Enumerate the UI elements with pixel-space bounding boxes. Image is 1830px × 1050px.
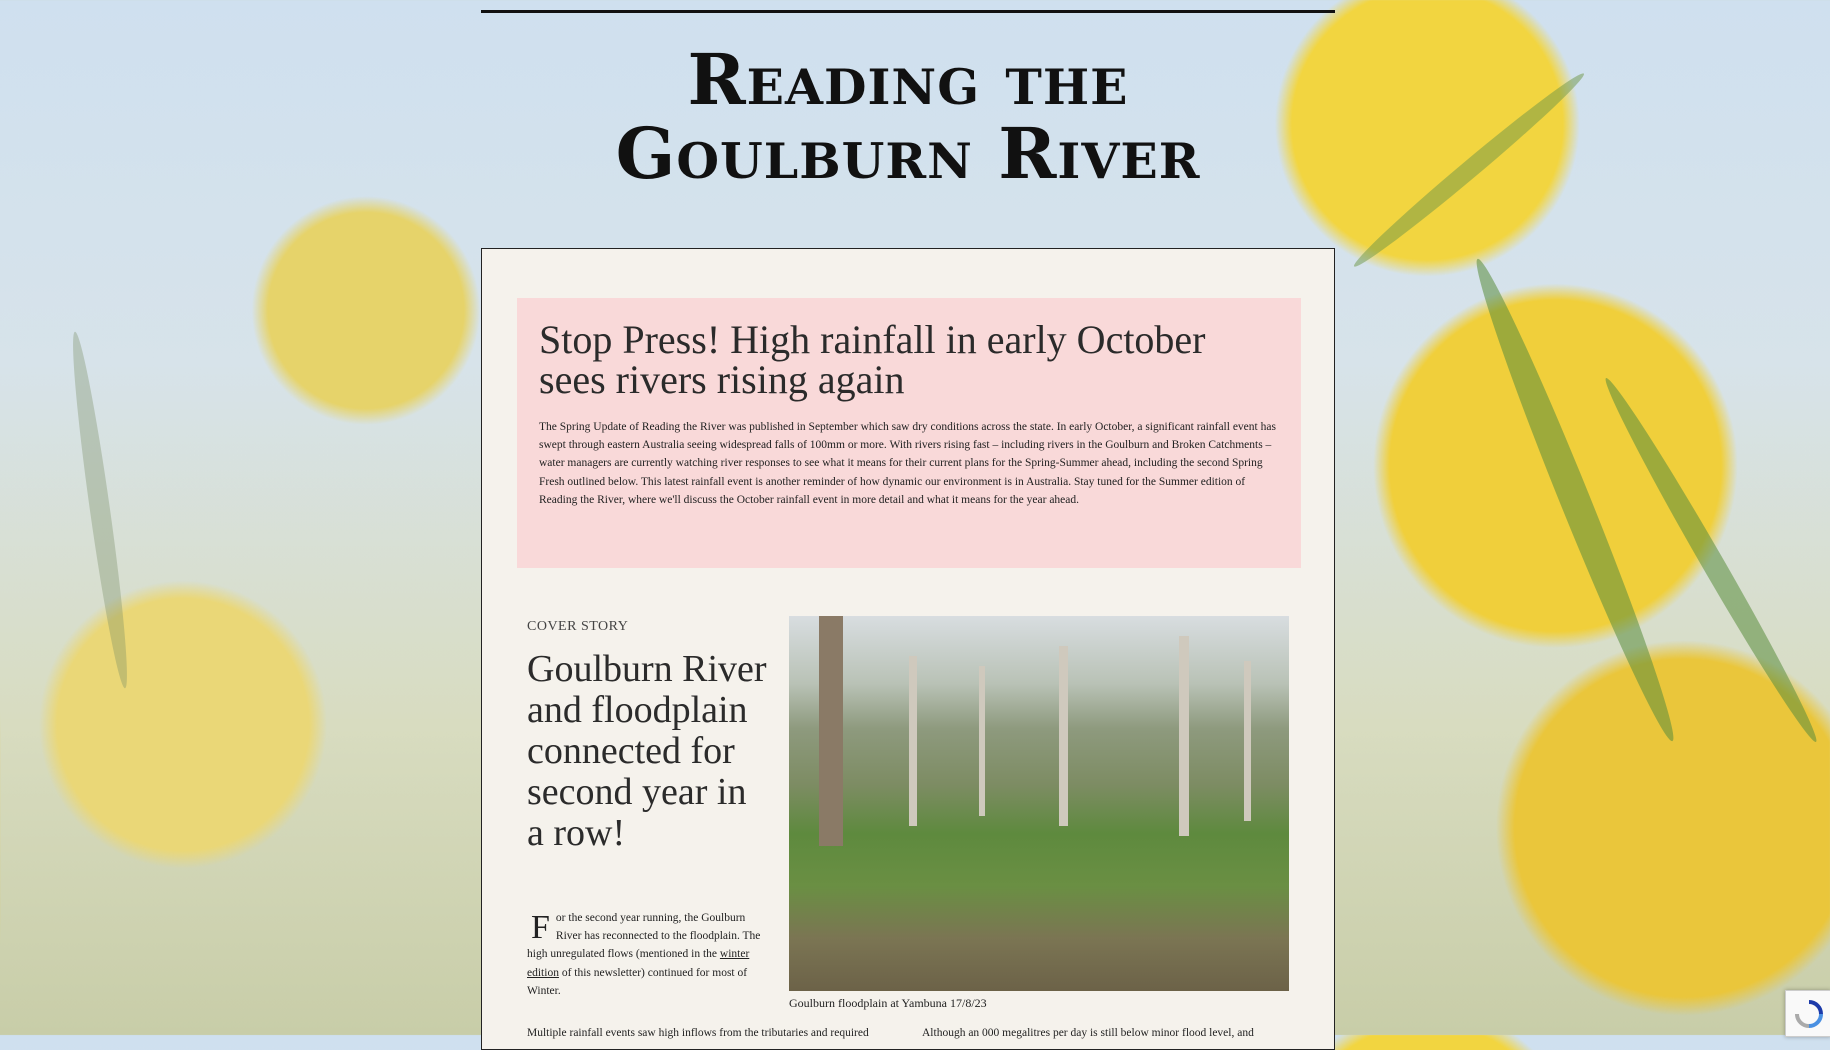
photo-caption: Goulburn floodplain at Yambuna 17/8/23 <box>789 996 987 1010</box>
stop-press-heading: Stop Press! High rainfall in early October sees rivers rising again <box>539 317 1206 402</box>
cover-story-heading: Goulburn River and floodplain connected for second year in a row! <box>527 648 767 854</box>
floodplain-photo <box>789 616 1289 991</box>
body-column-left: Multiple rainfall events saw high inflows from the tributaries and required <box>527 1027 869 1039</box>
site-title-line2: Goulburn River <box>615 112 1201 195</box>
body-column-right: Although an 000 megalitres per day is still below minor flood level, and <box>922 1027 1254 1039</box>
stop-press-box <box>517 298 1301 568</box>
section-label: COVER STORY <box>527 619 629 634</box>
background-leaf <box>1464 253 1687 746</box>
recaptcha-badge[interactable] <box>1785 990 1830 1037</box>
stop-press-body: The Spring Update of Reading the River was published in September which saw dry conditions across the state. In early October, a significant rainfall event has swept through eastern Australia seeing widespread falls of 100mm or more. With rivers rising fast – including rivers in the Goulburn and Broken Catchments – water managers are currently watching river responses to see what it means for their current plans for the Spring-Summer ahead, including the second Spring Fresh outlined below. This latest rainfall event is another reminder of how dynamic our environment is in Australia. Stay tuned for the Summer edition of Reading the River, where we'll discuss the October rainfall event in more detail and what it means for the year ahead. <box>539 421 1276 506</box>
recaptcha-icon <box>1794 999 1824 1029</box>
winter-edition-link[interactable]: winter edition <box>527 948 750 979</box>
background-leaf <box>1596 373 1825 748</box>
intro-text-part2: of this newsletter) continued for most of Winter. <box>527 966 748 997</box>
background-leaf <box>1348 67 1589 274</box>
cover-story-intro <box>527 909 772 1000</box>
site-title[interactable] <box>481 38 1335 195</box>
newsletter-card <box>481 248 1335 1050</box>
site-title-line1: Reading the <box>687 38 1129 121</box>
intro-text-part1: or the second year running, the Goulburn River has reconnected to the floodplain. The high unregulated flows (mentioned in the <box>527 912 761 961</box>
site-header <box>481 10 1335 195</box>
background-leaf <box>65 330 135 689</box>
drop-cap: F <box>531 909 550 946</box>
